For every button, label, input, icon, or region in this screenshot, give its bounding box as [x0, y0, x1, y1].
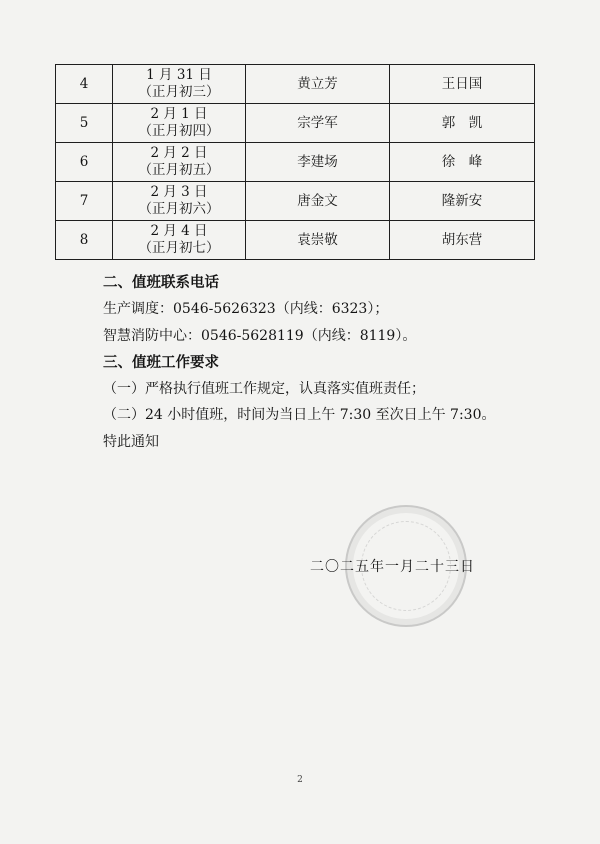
- staff-name: 郭 凯: [390, 104, 535, 143]
- row-number: 5: [56, 104, 113, 143]
- table-row: [56, 143, 535, 182]
- staff-name: 王日国: [390, 65, 535, 104]
- table-row: [56, 182, 535, 221]
- requirement-item-1: （一）严格执行值班工作规定，认真落实值班责任；: [103, 381, 425, 397]
- duty-date: 2 月 4 日: [150, 223, 208, 239]
- requirements-heading: 三、值班工作要求: [103, 354, 219, 371]
- duty-date: 2 月 1 日: [150, 106, 208, 122]
- leader-name: 李建场: [246, 143, 390, 182]
- staff-name: 徐 峰: [390, 143, 535, 182]
- duty-date-cell: [113, 221, 246, 260]
- lunar-date: （正月初三）: [138, 84, 220, 100]
- lunar-date: （正月初四）: [138, 123, 220, 139]
- row-number: 4: [56, 65, 113, 104]
- duty-date-cell: [113, 65, 246, 104]
- duty-date-cell: [113, 143, 246, 182]
- leader-name: 黄立芳: [246, 65, 390, 104]
- leader-name: 宗学军: [246, 104, 390, 143]
- duty-roster-table: [55, 64, 535, 260]
- closing-text: 特此通知: [103, 434, 159, 450]
- staff-name: 隆新安: [390, 182, 535, 221]
- duty-date: 1 月 31 日: [146, 67, 212, 83]
- dispatch-phone: 生产调度：0546-5626323（内线：6323）；: [103, 301, 389, 317]
- page-number: 2: [297, 775, 303, 785]
- signature-date: 二〇二五年一月二十三日: [310, 559, 475, 575]
- duty-date: 2 月 2 日: [150, 145, 208, 161]
- lunar-date: （正月初六）: [138, 201, 220, 217]
- leader-name: 袁崇敬: [246, 221, 390, 260]
- duty-date-cell: [113, 104, 246, 143]
- row-number: 7: [56, 182, 113, 221]
- lunar-date: （正月初五）: [138, 162, 220, 178]
- duty-date-cell: [113, 182, 246, 221]
- table-row: [56, 104, 535, 143]
- staff-name: 胡东营: [390, 221, 535, 260]
- row-number: 8: [56, 221, 113, 260]
- table-row: [56, 65, 535, 104]
- row-number: 6: [56, 143, 113, 182]
- contact-heading: 二、值班联系电话: [103, 274, 219, 291]
- fire-center-phone: 智慧消防中心：0546-5628119（内线：8119）。: [103, 328, 417, 344]
- table-row: [56, 221, 535, 260]
- leader-name: 唐金文: [246, 182, 390, 221]
- duty-date: 2 月 3 日: [150, 184, 208, 200]
- requirement-item-2: （二）24 小时值班，时间为当日上午 7:30 至次日上午 7:30。: [103, 407, 496, 423]
- lunar-date: （正月初七）: [138, 240, 220, 256]
